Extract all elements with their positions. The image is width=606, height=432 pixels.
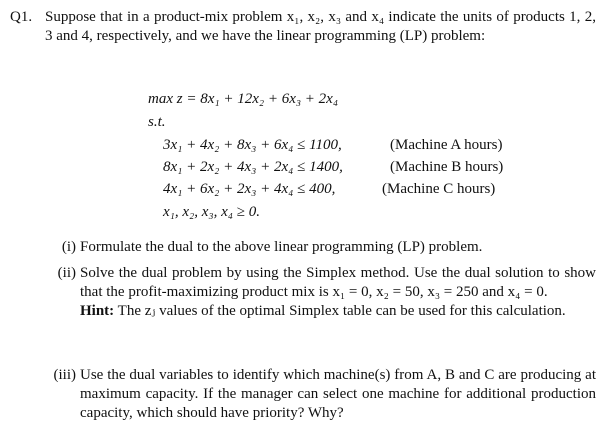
constraint-expression: 3x₁ + 4x₂ + 8x₃ + 6x₄ ≤ 1100, xyxy=(163,137,342,153)
part-i xyxy=(48,238,596,257)
part-text: Formulate the dual to the above linear programming (LP) problem. xyxy=(80,239,483,255)
hint-text: The zⱼ values of the optimal Simplex table can be used for this calculation. xyxy=(117,303,566,319)
constraint-machine-c xyxy=(163,180,496,199)
question-intro xyxy=(10,8,596,46)
part-text: Solve the dual problem by using the Simplex method. Use the dual solution to show that the profit-maximizing product mix is x₁ = 0, x₂ = 50, x₃ = 250 and x₄ = 0. xyxy=(80,265,596,300)
objective-function: max z = 8x₁ + 12x₂ + 6x₃ + 2x₄ xyxy=(148,91,339,107)
part-iii xyxy=(48,366,596,423)
part-number: (ii) xyxy=(57,265,76,281)
constraint-expression: 8x₁ + 2x₂ + 4x₃ + 2x₄ ≤ 1400, xyxy=(163,159,343,175)
constraint-machine-b xyxy=(163,158,504,177)
constraint-note: (Machine B hours) xyxy=(390,159,504,175)
nonnegativity-constraint: x₁, x₂, x₃, x₄ ≥ 0. xyxy=(163,204,260,220)
constraint-note: (Machine A hours) xyxy=(390,137,503,153)
part-ii xyxy=(48,264,596,321)
part-number: (i) xyxy=(61,239,76,255)
subject-to-label: s.t. xyxy=(148,114,166,130)
hint-label: Hint: xyxy=(80,303,115,319)
part-body xyxy=(80,264,596,321)
constraint-machine-a xyxy=(163,136,503,155)
part-text: Use the dual variables to identify which machine(s) from A, B and C are producing at maximum capacity. If the manager can select one machine for additional production capacity, which should have priority? Why? xyxy=(80,367,596,421)
part-number: (iii) xyxy=(53,367,76,383)
constraint-note: (Machine C hours) xyxy=(382,181,496,197)
constraint-expression: 4x₁ + 6x₂ + 2x₃ + 4x₄ ≤ 400, xyxy=(163,181,336,197)
question-intro-text: Suppose that in a product-mix problem x₁, x₂, x₃ and x₄ indicate the units of products 1, 2, 3 and 4, respectively, and we have the linear programming (LP) problem: xyxy=(45,9,596,44)
question-label: Q1. xyxy=(10,9,33,25)
hint xyxy=(80,302,596,321)
